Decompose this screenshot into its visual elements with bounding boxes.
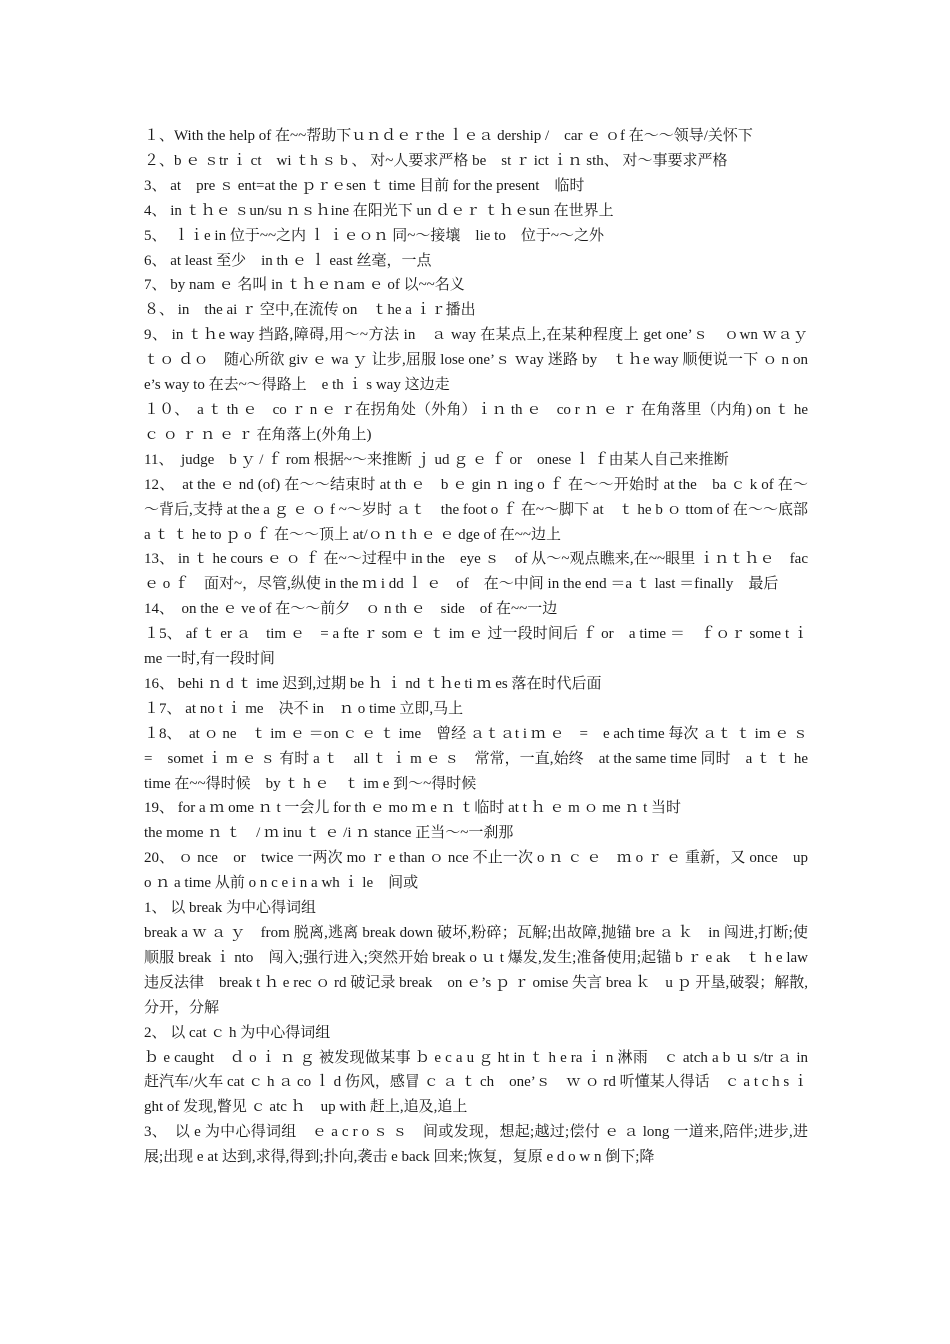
entry-20: 20、 ｏ nce or twice 一两次 mo ｒ e than ｏ nce 不止一次 o ｎ ｃ ｅ ｍ o ｒ ｅ 重新，又 once upo ｎ a time 从前 o n c e i n a wh ｉ le 间或 <box>144 850 808 892</box>
entry-16: 16、 behi ｎ d ｔ ime 迟到,过期 be ｈ ｉ nd ｔｈe ti ｍ es 落在时代后面 <box>144 675 602 692</box>
entry-3: 3、 at pre ｓ ent=at the ｐｒｅsen ｔ time 目前 for the present 临时 <box>144 177 585 194</box>
entry-17: １7、 at no t ｉ me 决不 in ｎ o time 立即,马上 <box>144 700 464 717</box>
entry-15: １5、 af ｔ er ａ tim ｅ = a fte ｒ som ｅ ｔ im ｅ 过一段时间后 ｆ or a time ＝ ｆｏｒ some t ｉ me 一时,有一段时间 <box>144 626 808 668</box>
entry-5: 5、 ｌｉe in 位于~~之内 ｌ ｉｅｏｎ 同~～接壤 lie to 位于~～之外 <box>144 227 604 244</box>
entry-1: １、With the help of 在~~帮助下ｕｎｄｅｒthe ｌｅａ dership / car ｅ ｏf 在～～领导/关怀下 <box>144 128 753 144</box>
entry-8: ８、 in the ai ｒ 空中,在流传 on ｔhe a ｉｒ播出 <box>144 302 476 319</box>
entry-18: １8、 at ｏ ne ｔ im ｅ ＝on ｃ ｅ ｔ ime 曾经 ａｔａt i ｍ ｅ = e ach time 每次 ａｔ ｔ im ｅ ｓ = somet ｉ m ｅ ｓ 有时 a ｔ all ｔ ｉ m ｅ ｓ 常常，一直,始终 at the same time 同时 a ｔ ｔ he time 在~~得时候 by ｔ h ｅ ｔ im e 到～~得时候 <box>144 725 808 792</box>
entry-11: 11、 judge b ｙ / ｆ rom 根据~～来推断 ｊ ud ｇ ｅ ｆ or onese ｌ ｆ由某人自己来推断 <box>144 451 729 468</box>
document-body <box>144 124 824 1170</box>
entry-9: 9、 in ｔｈe way 挡路,障碍,用～~方法 in ａ way 在某点上,在某种程度上 get one’ｓ ｏwn ｗａｙ ｔｏ ｄｏ 随心所欲 giv ｅ wa ｙ 让步,屈服 lose one’ｓ ｗay 迷路 by ｔｈe way 顺便说一下 ｏ n one’s way to 在去~～得路上 e th ｉ s way 这边走 <box>144 327 824 394</box>
entry-19-continued: the mome ｎ ｔ / ｍ inu ｔ ｅ /i ｎ stance 正当～~一刹那 <box>144 825 514 842</box>
entry-4: 4、 in ｔｈｅ ｓun/su ｎｓｈine 在阳光下 un ｄｅｒ ｔｈｅsun 在世界上 <box>144 202 614 219</box>
entry-12: 12、 at the ｅ nd (of) 在～～结束时 at th ｅ b ｅ gin ｎ ing o ｆ 在～～开始时 at the ba ｃ k of 在～～背后,支持 at the a ｇ ｅ ｏ f ~～岁时 ａｔ the foot o ｆ 在~～脚下 at ｔ he b ｏ ttom of 在～～底部 a ｔ ｔ he to ｐ o ｆ 在～～顶上 at/ｏｎ t h ｅ ｅ dge of 在~~边上 <box>144 476 808 543</box>
section-e-body: 3、 以 e 为中心得词组 ｅ a c r o ｓ ｓ 间或发现，想起;越过;偿付 ｅ ａ long 一道来,陪伴;进步,进展;出现 e at 达到,求得,得到;扑向,袭击 e back 回来;恢复，复原 e d o w n 倒下;降 <box>144 1124 808 1166</box>
section-catch-body: ｂ e caught ｄ o ｉ ｎ ｇ 被发现做某事 ｂ e c a u ｇ ht in ｔ h e ra ｉ n 淋雨 ｃ atch a b ｕ s/tr ａ in 赶汽车/火车 cat ｃ h ａ co ｌ d 伤风，感冒 ｃ ａ ｔ ch one’ｓ ｗ ｏ rd 听懂某人得话 ｃ a t c h s ｉ ght of 发现,瞥见 ｃ atc ｈ up with 赶上,追及,追上 <box>144 1049 808 1116</box>
section-break-heading: 1、 以 break 为中心得词组 <box>144 900 317 917</box>
entry-10: １０、 a ｔ th ｅ co ｒ n ｅ ｒ在拐角处（外角）ｉｎ th ｅ co r ｎ ｅ ｒ 在角落里（内角) on ｔ he ｃ ｏ ｒ ｎ ｅ ｒ 在角落上(外角上) <box>144 401 808 443</box>
section-catch-heading: 2、 以 cat ｃ h 为中心得词组 <box>144 1024 331 1041</box>
entry-19: 19、 for a ｍ ome ｎ t 一会儿 for th ｅ mo ｍ e ｎ ｔ临时 at t ｈ ｅ m ｏ me ｎ t 当时 <box>144 800 682 817</box>
entry-14: 14、 on the ｅ ve of 在～～前夕 ｏ n th ｅ side of 在~~一边 <box>144 601 558 618</box>
entry-2: ２、b ｅ ｓtr ｉ ct wi ｔh ｓ b 、 对~人要求严格 be st ｒ ict ｉｎ sth、 对～事要求严格 <box>144 152 728 169</box>
entry-6: 6、 at least 至少 in th ｅ ｌ east 丝毫，一点 <box>144 252 432 269</box>
entry-13: 13、 in ｔ he cours ｅ ｏ ｆ 在~～过程中 in the eye ｓ of 从～~观点瞧来,在~~眼里 ｉｎｔｈｅ fac ｅ o ｆ 面对~，尽管,纵使 in the ｍ i dd ｌ ｅ of 在～中间 in the end ＝a ｔ last ＝finally 最后 <box>144 551 808 593</box>
entry-7: 7、 by nam ｅ 名叫 in ｔｈｅｎam ｅ of 以~~名义 <box>144 277 465 294</box>
section-break-body: break a ｗ ａ ｙ from 脱离,逃离 break down 破坏,粉碎；瓦解;出故障,抛锚 bre ａ ｋ in 闯进,打断;使顺服 break ｉ nto 闯入;强行进入;突然开始 break o ｕ t 爆发,发生;准备使用;起锚 b ｒ e ak ｔ h e law 违反法律 break t ｈ e rec ｏ rd 破记录 break on ｅ’s ｐ ｒ omise 失言 brea ｋ u ｐ 开垦,破裂；解散,分开，分解 <box>144 925 808 1016</box>
